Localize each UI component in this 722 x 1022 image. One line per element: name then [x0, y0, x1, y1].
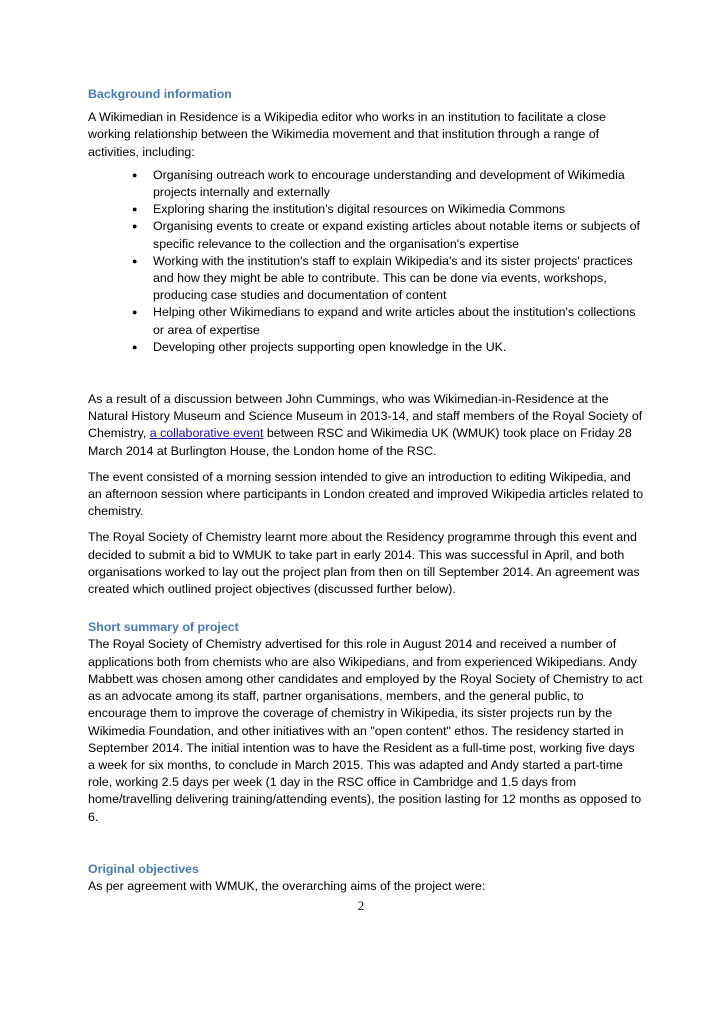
result-paragraph: [88, 391, 644, 460]
background-intro: A Wikimedian in Residence is a Wikipedia editor who works in an institution to facilitate a close working relationship between the Wikimedia movement and that institution through a range of activities, including:: [88, 110, 606, 159]
list-item: ● Developing other projects supporting open knowledge in the UK.: [153, 339, 644, 356]
list-item: ● Working with the institution's staff to explain Wikipedia's and its sister projects' practices and how they might be able to contribute. This can be done via events, workshops, producing case studies and documentation of content: [153, 253, 644, 305]
activities-list: [88, 167, 644, 356]
collaborative-event-link[interactable]: a collaborative event: [149, 426, 264, 441]
objectives-heading: Original objectives: [88, 861, 199, 876]
result-text-after: between RSC and Wikimedia UK (WMUK) took place on Friday 28 March 2014 at Burlington House, the London home of the RSC.: [88, 426, 632, 458]
objectives-paragraph: As per agreement with WMUK, the overarching aims of the project were:: [88, 878, 486, 893]
list-item: ● Organising outreach work to encourage understanding and development of Wikimedia projects internally and externally: [153, 167, 644, 201]
background-heading: Background information: [88, 87, 232, 101]
result-text-before: As a result of a discussion between John Cummings, who was Wikimedian-in-Residence at the Natural History Museum and Science Museum in 2013-14, and staff members of the Royal Society of Chemistry,: [88, 392, 643, 441]
summary-heading: Short summary of project: [88, 620, 239, 635]
list-item: ● Organising events to create or expand existing articles about notable items or subjects of specific relevance to the collection and the organisation's expertise: [153, 218, 644, 252]
list-item: ● Exploring sharing the institution's digital resources on Wikimedia Commons: [153, 201, 644, 218]
page-number: 2: [357, 898, 365, 913]
rsc-paragraph: The Royal Society of Chemistry learnt more about the Residency programme through this event and decided to submit a bid to WMUK to take part in early 2014. This was successful in April, and both organisations worked to lay out the project plan from then on till September 2014. An agreement was created which outlined project objectives (discussed further below).: [88, 530, 640, 597]
page-content: [88, 86, 644, 895]
list-item: ● Helping other Wikimedians to expand and write articles about the institution's collections or area of expertise: [153, 304, 644, 338]
event-paragraph: The event consisted of a morning session intended to give an introduction to editing Wikipedia, and an afternoon session where participants in London created and improved Wikipedia articles related to chemistry.: [88, 469, 644, 519]
summary-paragraph: The Royal Society of Chemistry advertised for this role in August 2014 and received a number of applications both from chemists who are also Wikipedians, and from experienced Wikipedians. Andy Mabbett was chosen among other candidates and employed by the Royal Society of Chemistry to act as an advocate among its staff, partner organisations, members, and the general public, to encourage them to improve the coverage of chemistry in Wikipedia, its sister projects run by the Wikimedia Foundation, and other initiatives with an "open content" ethos. The residency started in September 2014. The initial intention was to have the Resident as a full-time post, working five days a week for six months, to conclude in March 2015. This was adapted and Andy started a part-time role, working 2.5 days per week (1 day in the RSC office in Cambridge and 1.5 days from home/travelling delivering training/attending events), the position lasting for 12 months as opposed to 6.: [88, 637, 643, 824]
